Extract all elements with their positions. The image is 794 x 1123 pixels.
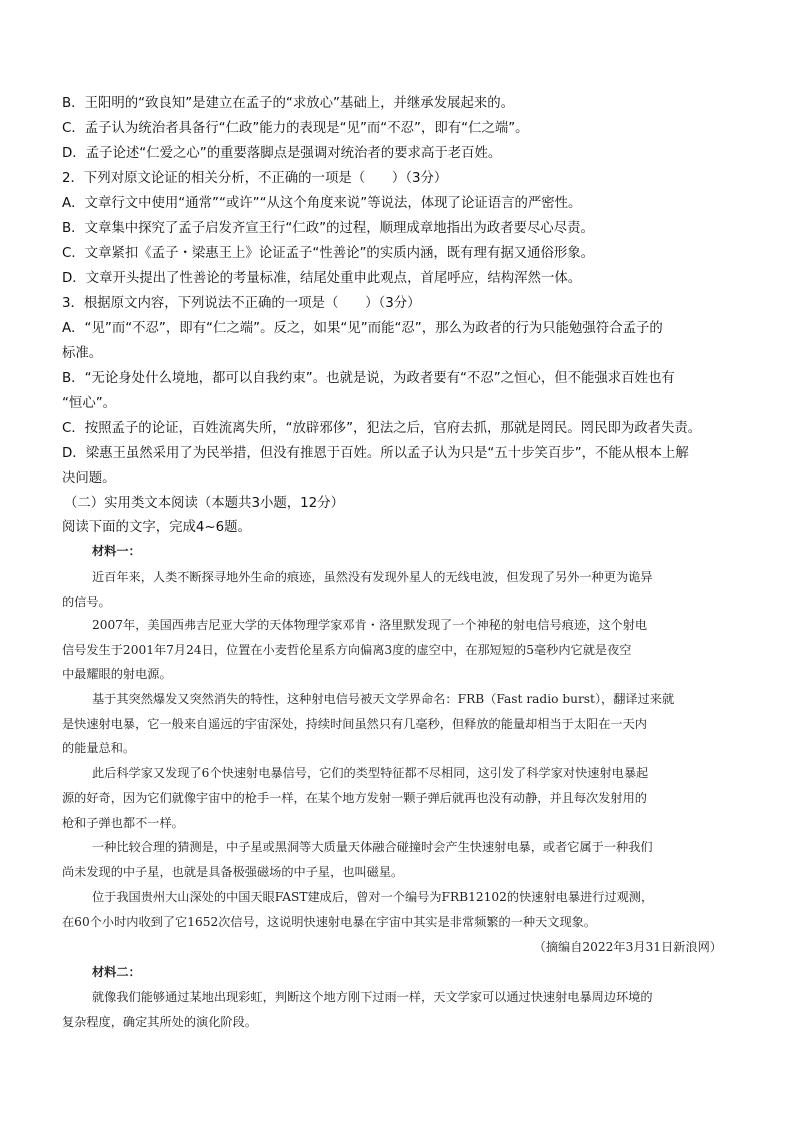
q3-option-d-cont: 决问题。 [62,471,116,486]
q2-option-c: C．文章紧扣《孟子・梁惠王上》论证孟子“性善论”的实质内涵，既有理有据又通俗形象。 [62,246,595,261]
material1-p3-cont2: 的能量总和。 [62,741,136,755]
material1-p6-cont: 在60个小时内收到了它1652次信号，这说明快速射电暴在宇宙中其实是非常频繁的一种天文现象。 [62,915,597,929]
material1-p3-cont1: 是快速射电暴，它一般来自遥远的宇宙深处，持续时间虽然只有几毫秒，但释放的能量却相当于太阳在一天内 [62,717,647,731]
q3-option-b: B．“无论身处什么境地，都可以自我约束”。也就是说，为政者要有“不忍”之恒心，但不能强求百姓也有 [62,371,675,386]
material1-p5: 一种比较合理的猜测是，中子星或黑洞等大质量天体融合碰撞时会产生快速射电暴，或者它属于一种我们 [92,840,653,854]
material1-p5-cont: 尚未发现的中子星，也就是具备极强磁场的中子星，也叫磁星。 [62,865,404,879]
material1-p4: 此后科学家又发现了6个快速射电暴信号，它们的类型特征都不尽相同，这引发了科学家对快速射电暴起 [92,766,649,780]
q2-option-d: D．文章开头提出了性善论的考量标准，结尾处重申此观点，首尾呼应，结构浑然一体。 [62,271,582,286]
material1-source: （摘编自2022年3月31日新浪网） [533,940,722,954]
material1-p4-cont1: 源的好奇，因为它们就像宇宙中的枪手一样，在某个地方发射一颗子弹后就再也没有动静，并且每次发射用的 [62,791,647,805]
material1-p2-cont2: 中最耀眼的射电源。 [62,667,172,681]
material1-p1-cont: 的信号。 [62,595,111,609]
q3-stem: 3．根据原文内容，下列说法不正确的一项是（ ）（3分） [62,296,421,311]
material1-p2: 2007年，美国西弗吉尼亚大学的天体物理学家邓肯・洛里默发现了一个神秘的射电信号痕迹，这个射电 [92,618,648,632]
section-title: （二）实用类文本阅读（本题共3小题，12分） [64,496,344,511]
q3-option-a-cont: 标准。 [62,346,103,361]
q2-option-b: B．文章集中探究了孟子启发齐宣王行“仁政”的过程，顺理成章地指出为政者要尽心尽责。 [62,221,594,236]
q3-option-c: C．按照孟子的论证，百姓流离失所，“放辟邪侈”，犯法之后，官府去抓，那就是罔民。罔民即为政者失责。 [62,421,702,436]
q3-option-a: A．“见”而“不忍”，即有“仁之端”。反之，如果“见”而能“忍”，那么为政者的行为只能勉强符合孟子的 [62,321,663,336]
material2-p1: 就像我们能够通过某地出现彩虹，判断这个地方刚下过雨一样，天文学家可以通过快速射电暴周边环境的 [92,990,653,1004]
q2-stem: 2．下列对原文论证的相关分析，不正确的一项是（ ）（3分） [62,171,448,186]
material1-p4-cont2: 枪和子弹也都不一样。 [62,816,184,830]
q3-option-b-cont: “恒心”。 [62,396,117,411]
q3-option-d: D．梁惠王虽然采用了为民举措，但没有推恩于百姓。所以孟子认为只是“五十步笑百步”，不能从根本上解 [62,446,689,461]
q1-option-b: B．王阳明的“致良知”是建立在孟子的“求放心”基础上，并继承发展起来的。 [62,96,515,111]
section-instruction: 阅读下面的文字，完成4~6题。 [62,520,251,535]
material2-p1-cont: 复杂程度，确定其所处的演化阶段。 [62,1015,257,1029]
material1-label: 材料一： [92,544,141,558]
material1-p1: 近百年来，人类不断探寻地外生命的痕迹，虽然没有发现外星人的无线电波，但发现了另外一种更为诡异 [92,570,653,584]
material1-p6: 位于我国贵州大山深处的中国天眼FAST建成后，曾对一个编号为FRB12102的快速射电暴进行过观测， [92,890,654,904]
material2-label: 材料二： [92,965,141,979]
material1-p2-cont1: 信号发生于2001年7月24日，位置在小麦哲伦星系方向偏离3度的虚空中，在那短短的5毫秒内它就是夜空 [62,643,632,657]
material1-p3: 基于其突然爆发又突然消失的特性，这种射电信号被天文学界命名：FRB（Fast radio burst），翻译过来就 [92,692,675,706]
q1-option-c: C．孟子认为统治者具备行“仁政”能力的表现是“见”而“不忍”，即有“仁之端”。 [62,121,529,136]
q2-option-a: A．文章行文中使用“通常”“或许”“从这个角度来说”等说法，体现了论证语言的严密性。 [62,196,582,211]
q1-option-d: D．孟子论述“仁爱之心”的重要落脚点是强调对统治者的要求高于老百姓。 [62,146,502,161]
